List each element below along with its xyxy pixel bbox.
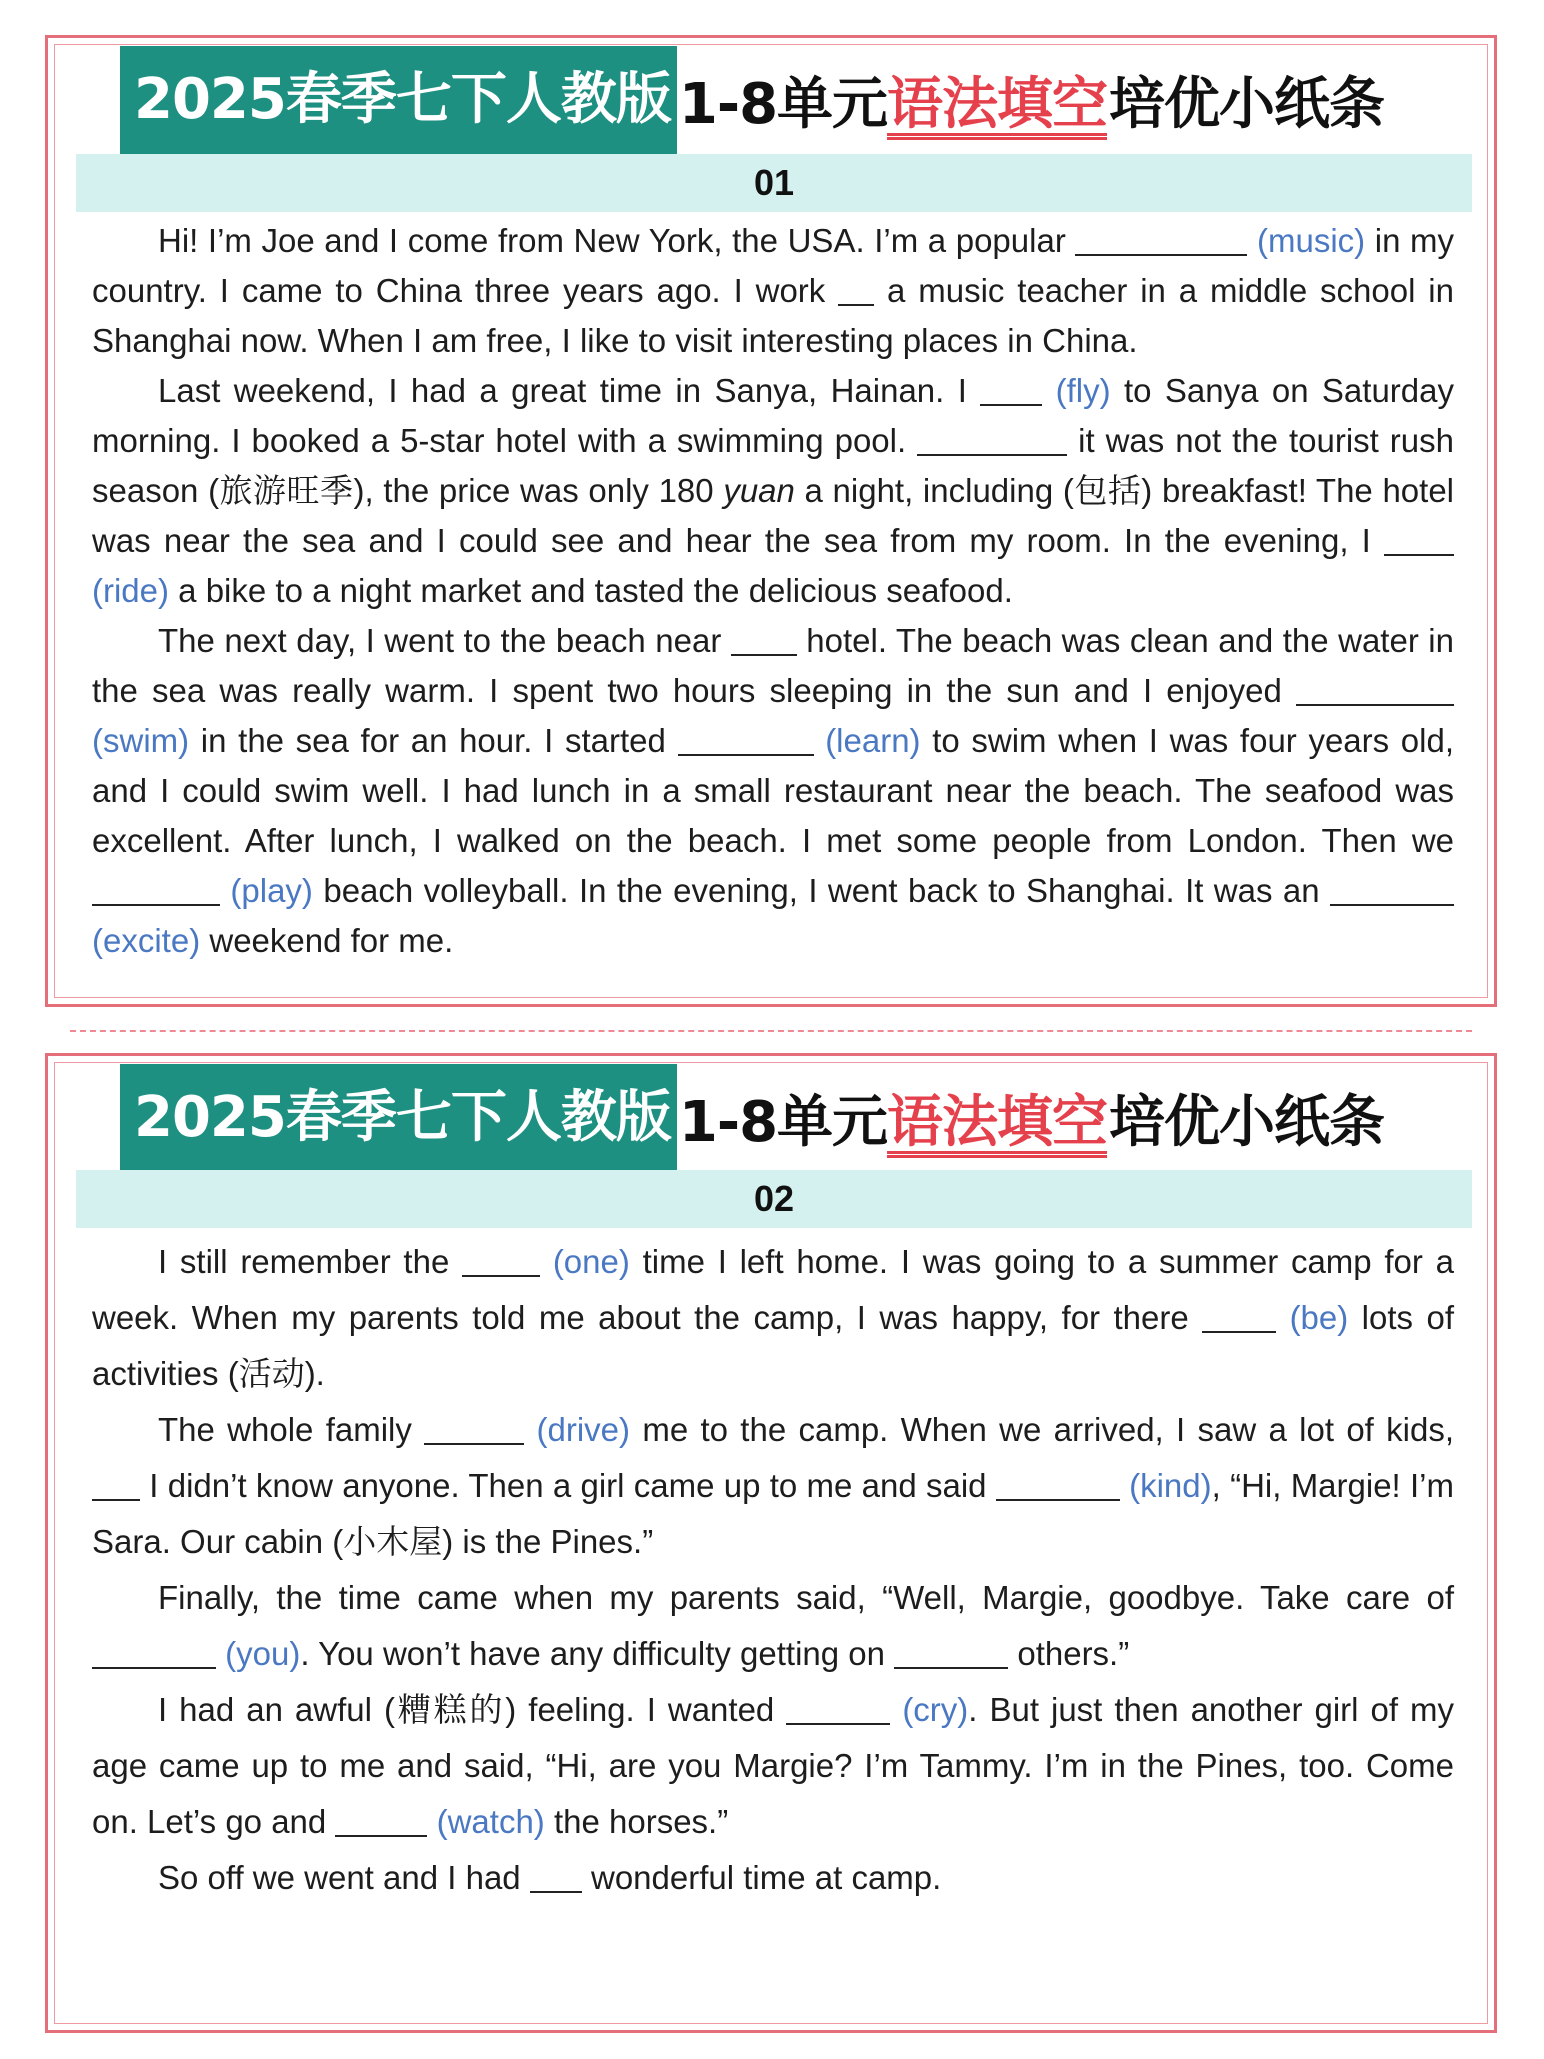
passage-number: 01: [76, 154, 1472, 212]
text: a music teacher in a middle school in Shanghai now. When I am free, I like to visit interesting places in China.: [92, 272, 1454, 359]
answer-blank[interactable]: [1296, 674, 1454, 706]
currency-word: yuan: [723, 472, 795, 509]
answer-blank[interactable]: [1075, 224, 1247, 256]
worksheet-card-1: [45, 35, 1497, 1007]
text: others.”: [1008, 1635, 1130, 1672]
card-title: [120, 46, 1384, 154]
text: I still remember the: [158, 1243, 463, 1280]
text: to Sanya on Saturday morning. I booked a 5-star hotel with a swimming pool.: [92, 372, 1455, 459]
text: the horses.”: [544, 1803, 729, 1840]
text: Last weekend, I had a great time in Sanya, Hainan. I: [158, 372, 981, 409]
answer-blank[interactable]: [335, 1805, 427, 1837]
text: a night, including (包括) breakfast! The hotel was near the sea and I could see and hear the sea from my room. In the evening, I: [92, 472, 1455, 559]
text: wonderful time at camp.: [581, 1859, 942, 1896]
text: Finally, the time came when my parents said, “Well, Margie, goodbye. Take care of: [158, 1579, 1454, 1616]
answer-blank[interactable]: [678, 724, 814, 756]
text: . You won’t have any difficulty getting on: [300, 1635, 895, 1672]
title-suffix: 培优小纸条: [1109, 1090, 1385, 1155]
word-hint: (cry): [902, 1691, 969, 1728]
answer-blank[interactable]: [1330, 874, 1454, 906]
answer-blank[interactable]: [92, 874, 220, 906]
answer-blank[interactable]: [1384, 524, 1454, 556]
text: hotel. The beach was clean and the water in the sea was really warm. I spent two hours sleeping in the sun and I enjoyed: [92, 622, 1454, 709]
text: , “Hi, Margie! I’m Sara. Our cabin (小木屋) is the Pines.”: [92, 1467, 1455, 1560]
paragraph: [92, 1402, 1454, 1570]
word-hint: (be): [1289, 1299, 1349, 1336]
paragraph: [92, 1850, 1454, 1906]
answer-blank[interactable]: [92, 1637, 216, 1669]
text: The next day, I went to the beach near: [158, 622, 731, 659]
word-hint: (ride): [92, 572, 170, 609]
paragraph: [92, 1234, 1454, 1402]
answer-blank[interactable]: [786, 1693, 890, 1725]
word-hint: (drive): [536, 1411, 631, 1448]
title-topic: 语法填空: [887, 72, 1108, 137]
text: beach volleyball. In the evening, I went back to Shanghai. It was an: [312, 872, 1331, 909]
word-hint: (play): [230, 872, 313, 909]
text: I didn’t know anyone. Then a girl came up to me and said: [140, 1467, 996, 1504]
text: . But just then another girl of my age came up to me and said, “Hi, are you Margie? I’m Tammy. I’m in the Pines, too. Come on. Let’s go and: [92, 1691, 1455, 1840]
text: me to the camp. When we arrived, I saw a lot of kids,: [630, 1411, 1454, 1448]
word-hint: (music): [1257, 222, 1366, 259]
text: The whole family: [158, 1411, 425, 1448]
paragraph: [92, 616, 1454, 966]
answer-blank[interactable]: [424, 1413, 524, 1445]
title-topic: 语法填空: [887, 1090, 1108, 1155]
word-hint: (kind): [1129, 1467, 1212, 1504]
title-grade: 2025春季七下人教版: [120, 46, 677, 154]
paragraph: [92, 1682, 1454, 1850]
word-hint: (watch): [436, 1803, 545, 1840]
answer-blank[interactable]: [894, 1637, 1008, 1669]
word-hint: (fly): [1055, 372, 1111, 409]
paragraph: [92, 366, 1454, 616]
answer-blank[interactable]: [996, 1469, 1120, 1501]
paragraph: [92, 216, 1454, 366]
text: a bike to a night market and tasted the delicious seafood.: [169, 572, 1013, 609]
title-suffix: 培优小纸条: [1109, 72, 1385, 137]
answer-blank[interactable]: [731, 624, 797, 656]
title-units: 1-8单元: [678, 72, 888, 137]
title-grade: 2025春季七下人教版: [120, 1064, 677, 1172]
paragraph: [92, 1570, 1454, 1682]
answer-blank[interactable]: [1202, 1301, 1276, 1333]
text: lots of activities (活动).: [92, 1299, 1454, 1392]
answer-blank[interactable]: [530, 1861, 582, 1893]
word-hint: (learn): [825, 722, 921, 759]
text: time I left home. I was going to a summer camp for a week. When my parents told me about the camp, I was happy, for there: [92, 1243, 1454, 1336]
word-hint: (one): [552, 1243, 630, 1280]
passage-text: [92, 216, 1454, 966]
title-units: 1-8单元: [678, 1090, 888, 1155]
answer-blank[interactable]: [838, 274, 874, 306]
text: to swim when I was four years old, and I could swim well. I had lunch in a small restaurant near the beach. The seafood was excellent. After lunch, I walked on the beach. I met some people from London. Then we: [92, 722, 1455, 859]
answer-blank[interactable]: [917, 424, 1067, 456]
passage-number: 02: [76, 1170, 1472, 1228]
text: in my country. I came to China three years ago. I work: [92, 222, 1455, 309]
text: I had an awful (糟糕的) feeling. I wanted: [158, 1691, 787, 1728]
card-title: [120, 1064, 1384, 1172]
worksheet-card-2: [45, 1053, 1497, 2033]
passage-text: [92, 1234, 1454, 1906]
word-hint: (excite): [92, 922, 201, 959]
answer-blank[interactable]: [462, 1245, 540, 1277]
text: weekend for me.: [200, 922, 454, 959]
text: in the sea for an hour. I started: [189, 722, 678, 759]
text: it was not the tourist rush season (旅游旺季), the price was only 180: [92, 422, 1454, 509]
answer-blank[interactable]: [92, 1469, 140, 1501]
word-hint: (swim): [92, 722, 190, 759]
text: So off we went and I had: [158, 1859, 530, 1896]
text: Hi! I’m Joe and I come from New York, the USA. I’m a popular: [158, 222, 1076, 259]
word-hint: (you): [225, 1635, 301, 1672]
answer-blank[interactable]: [980, 374, 1042, 406]
dashed-divider: [70, 1030, 1472, 1032]
